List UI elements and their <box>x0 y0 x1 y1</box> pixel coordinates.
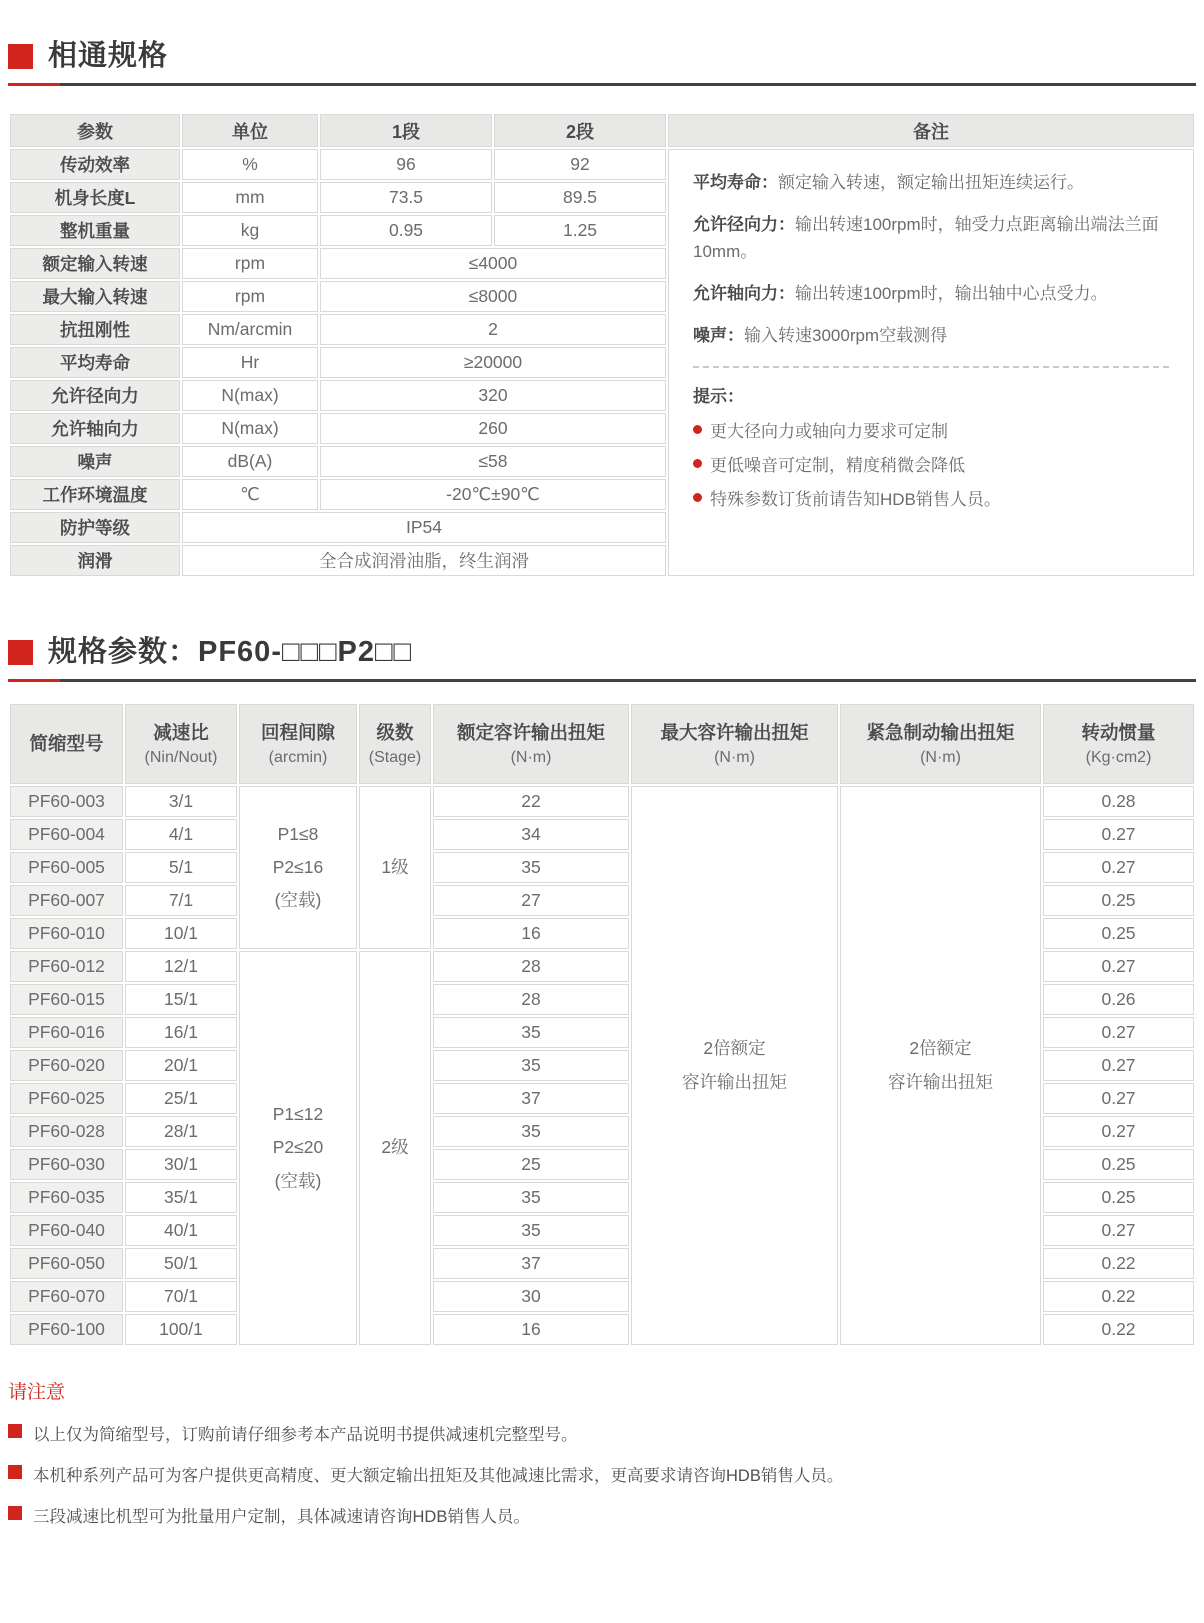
unit-cell: mm <box>182 182 318 213</box>
rated-torque-cell: 37 <box>433 1248 629 1279</box>
ratio-cell: 3/1 <box>125 786 237 817</box>
column-header-stage: 级数 (Stage) <box>359 704 431 784</box>
rated-torque-cell: 37 <box>433 1083 629 1114</box>
remark-note-lead: 允许轴向力： <box>693 284 795 304</box>
parameter-label-cell: 传动效率 <box>10 149 180 180</box>
parameter-label-cell: 工作环境温度 <box>10 479 180 510</box>
stage1-value-cell: 0.95 <box>320 215 492 246</box>
section-title-text: 规格参数：PF60-□□□P2□□ <box>48 636 413 668</box>
red-square-bullet-icon <box>8 1424 22 1438</box>
rated-torque-cell: 35 <box>433 1182 629 1213</box>
inertia-cell: 0.25 <box>1043 1182 1194 1213</box>
common-spec-table <box>8 112 1196 578</box>
value-cell: ≤8000 <box>320 281 666 312</box>
stage2-value-cell: 1.25 <box>494 215 666 246</box>
value-cell: ≥20000 <box>320 347 666 378</box>
parameter-label-cell: 允许轴向力 <box>10 413 180 444</box>
notice-text: 本机种系列产品可为客户提供更高精度、更大额定输出扭矩及其他减速比需求，更高要求请咨询HDB销售人员。 <box>33 1467 844 1485</box>
ratio-cell: 15/1 <box>125 984 237 1015</box>
ratio-cell: 10/1 <box>125 918 237 949</box>
ratio-cell: 40/1 <box>125 1215 237 1246</box>
backlash-line: (空载) <box>274 1170 322 1191</box>
ratio-cell: 20/1 <box>125 1050 237 1081</box>
dashed-divider <box>693 366 1169 368</box>
unit-cell: rpm <box>182 281 318 312</box>
remark-note-lead: 噪声： <box>693 326 744 346</box>
stage1-value-cell: 73.5 <box>320 182 492 213</box>
model-cell: PF60-100 <box>10 1314 123 1345</box>
ratio-cell: 12/1 <box>125 951 237 982</box>
table-header-row <box>10 114 1194 147</box>
unit-cell: rpm <box>182 248 318 279</box>
notice-text: 三段减速比机型可为批量用户定制，具体减速请咨询HDB销售人员。 <box>33 1508 530 1526</box>
model-cell: PF60-040 <box>10 1215 123 1246</box>
inertia-cell: 0.27 <box>1043 1215 1194 1246</box>
value-cell: IP54 <box>182 512 666 543</box>
rated-torque-cell: 28 <box>433 951 629 982</box>
red-square-bullet-icon <box>8 1465 22 1479</box>
parameter-label-cell: 整机重量 <box>10 215 180 246</box>
model-cell: PF60-070 <box>10 1281 123 1312</box>
notice-list <box>8 1421 1196 1527</box>
column-header-stage1: 1段 <box>320 114 492 147</box>
parameter-label-cell: 额定输入转速 <box>10 248 180 279</box>
unit-cell: kg <box>182 215 318 246</box>
rated-torque-cell: 34 <box>433 819 629 850</box>
model-cell: PF60-030 <box>10 1149 123 1180</box>
unit-cell: dB(A) <box>182 446 318 477</box>
torque-note-line: 2倍额定 <box>909 1038 972 1059</box>
table-header-row <box>10 704 1194 784</box>
tips-title: 提示： <box>693 386 744 406</box>
rated-torque-cell: 35 <box>433 852 629 883</box>
backlash-line: P1≤8 <box>277 823 319 844</box>
column-header-backlash: 回程间隙 (arcmin) <box>239 704 357 784</box>
red-dot-icon <box>693 425 702 434</box>
value-cell: 260 <box>320 413 666 444</box>
remark-note: 噪声：输入转速3000rpm空载测得 <box>693 326 948 346</box>
rated-torque-cell: 35 <box>433 1116 629 1147</box>
inertia-cell: 0.28 <box>1043 786 1194 817</box>
model-cell: PF60-028 <box>10 1116 123 1147</box>
column-header-rated-torque: 额定容许输出扭矩 (N·m) <box>433 704 629 784</box>
rated-torque-cell: 28 <box>433 984 629 1015</box>
ratio-cell: 35/1 <box>125 1182 237 1213</box>
tip-item <box>693 485 1169 510</box>
unit-cell: Hr <box>182 347 318 378</box>
model-cell: PF60-015 <box>10 984 123 1015</box>
inertia-cell: 0.27 <box>1043 1116 1194 1147</box>
parameter-label-cell: 噪声 <box>10 446 180 477</box>
value-cell: -20℃±90℃ <box>320 479 666 510</box>
inertia-cell: 0.26 <box>1043 984 1194 1015</box>
red-square-bullet-icon <box>8 1506 22 1520</box>
remark-note: 允许径向力：输出转速100rpm时，轴受力点距离输出端法兰面10mm。 <box>693 215 1159 261</box>
table-row <box>10 149 1194 180</box>
model-cell: PF60-035 <box>10 1182 123 1213</box>
rated-torque-cell: 16 <box>433 918 629 949</box>
red-dot-icon <box>693 459 702 468</box>
rated-torque-cell: 30 <box>433 1281 629 1312</box>
model-cell: PF60-012 <box>10 951 123 982</box>
value-cell: ≤4000 <box>320 248 666 279</box>
backlash-line: (空载) <box>274 890 322 911</box>
tip-text: 更低噪音可定制，精度稍微会降低 <box>710 455 965 475</box>
model-spec-table-body <box>10 786 1194 1345</box>
ratio-cell: 70/1 <box>125 1281 237 1312</box>
backlash-line: P2≤20 <box>272 1137 324 1158</box>
rated-torque-cell: 35 <box>433 1017 629 1048</box>
ratio-cell: 30/1 <box>125 1149 237 1180</box>
column-header-unit: 单位 <box>182 114 318 147</box>
remark-note: 允许轴向力：输出转速100rpm时，输出轴中心点受力。 <box>693 284 1108 304</box>
inertia-cell: 0.22 <box>1043 1314 1194 1345</box>
unit-cell: N(max) <box>182 413 318 444</box>
ratio-cell: 28/1 <box>125 1116 237 1147</box>
model-cell: PF60-004 <box>10 819 123 850</box>
column-header-max-torque: 最大容许输出扭矩 (N·m) <box>631 704 838 784</box>
stage2-value-cell: 89.5 <box>494 182 666 213</box>
inertia-cell: 0.25 <box>1043 1149 1194 1180</box>
backlash-line: P1≤12 <box>272 1104 324 1125</box>
inertia-cell: 0.25 <box>1043 885 1194 916</box>
rated-torque-cell: 35 <box>433 1215 629 1246</box>
rated-torque-cell: 25 <box>433 1149 629 1180</box>
tip-text: 特殊参数订货前请告知HDB销售人员。 <box>710 489 1001 509</box>
notice-text: 以上仅为简缩型号，订购前请仔细参考本产品说明书提供减速机完整型号。 <box>33 1426 578 1444</box>
torque-note-line: 容许输出扭矩 <box>888 1071 993 1092</box>
red-square-icon <box>8 44 33 69</box>
table-row <box>10 786 1194 817</box>
backlash-cell <box>239 786 357 949</box>
rated-torque-cell: 16 <box>433 1314 629 1345</box>
red-dot-icon <box>693 493 702 502</box>
ratio-cell: 100/1 <box>125 1314 237 1345</box>
notice-item <box>8 1421 1196 1445</box>
section-title-common-specs <box>8 34 1196 86</box>
model-spec-table <box>8 702 1196 1347</box>
red-square-icon <box>8 640 33 665</box>
column-header-stage2: 2段 <box>494 114 666 147</box>
rated-torque-cell: 35 <box>433 1050 629 1081</box>
tip-text: 更大径向力或轴向力要求可定制 <box>710 421 948 441</box>
rated-torque-cell: 27 <box>433 885 629 916</box>
inertia-cell: 0.27 <box>1043 1083 1194 1114</box>
inertia-cell: 0.27 <box>1043 951 1194 982</box>
parameter-label-cell: 平均寿命 <box>10 347 180 378</box>
backlash-cell <box>239 951 357 1345</box>
section-title-model-specs <box>8 630 1196 682</box>
max-torque-cell <box>631 786 838 1345</box>
model-cell: PF60-010 <box>10 918 123 949</box>
value-cell: 320 <box>320 380 666 411</box>
value-cell: ≤58 <box>320 446 666 477</box>
brake-torque-cell <box>840 786 1041 1345</box>
column-header-ratio: 减速比 (Nin/Nout) <box>125 704 237 784</box>
rated-torque-cell: 22 <box>433 786 629 817</box>
notice-title: 请注意 <box>8 1382 66 1403</box>
section-title-text: 相通规格 <box>48 40 169 72</box>
remarks-cell <box>668 149 1194 576</box>
ratio-cell: 50/1 <box>125 1248 237 1279</box>
stage1-value-cell: 96 <box>320 149 492 180</box>
unit-cell: Nm/arcmin <box>182 314 318 345</box>
tip-item <box>693 451 1169 476</box>
value-cell: 2 <box>320 314 666 345</box>
model-cell: PF60-025 <box>10 1083 123 1114</box>
torque-note-line: 2倍额定 <box>703 1038 766 1059</box>
backlash-line: P2≤16 <box>272 856 324 877</box>
stage2-value-cell: 92 <box>494 149 666 180</box>
ratio-cell: 7/1 <box>125 885 237 916</box>
remark-note: 平均寿命：额定输入转速，额定输出扭矩连续运行。 <box>693 173 1084 192</box>
ratio-cell: 25/1 <box>125 1083 237 1114</box>
notice-item <box>8 1462 1196 1486</box>
parameter-label-cell: 防护等级 <box>10 512 180 543</box>
inertia-cell: 0.22 <box>1043 1281 1194 1312</box>
value-cell: 全合成润滑油脂，终生润滑 <box>182 545 666 576</box>
column-header-brake-torque: 紧急制动输出扭矩 (N·m) <box>840 704 1041 784</box>
inertia-cell: 0.25 <box>1043 918 1194 949</box>
unit-cell: N(max) <box>182 380 318 411</box>
model-cell: PF60-050 <box>10 1248 123 1279</box>
parameter-label-cell: 允许径向力 <box>10 380 180 411</box>
inertia-cell: 0.27 <box>1043 1017 1194 1048</box>
column-header-remarks: 备注 <box>668 114 1194 147</box>
parameter-label-cell: 机身长度L <box>10 182 180 213</box>
unit-cell: ℃ <box>182 479 318 510</box>
stage-cell: 1级 <box>359 786 431 949</box>
inertia-cell: 0.27 <box>1043 1050 1194 1081</box>
remark-note-lead: 允许径向力： <box>693 215 795 235</box>
column-header-model: 简缩型号 <box>10 704 123 784</box>
ratio-cell: 16/1 <box>125 1017 237 1048</box>
ratio-cell: 4/1 <box>125 819 237 850</box>
model-cell: PF60-016 <box>10 1017 123 1048</box>
model-cell: PF60-005 <box>10 852 123 883</box>
column-header-parameter: 参数 <box>10 114 180 147</box>
parameter-label-cell: 润滑 <box>10 545 180 576</box>
notice-item <box>8 1503 1196 1527</box>
model-cell: PF60-003 <box>10 786 123 817</box>
tip-item <box>693 417 1169 442</box>
model-cell: PF60-020 <box>10 1050 123 1081</box>
column-header-inertia: 转动惯量 (Kg·cm2) <box>1043 704 1194 784</box>
inertia-cell: 0.27 <box>1043 819 1194 850</box>
common-spec-table-body <box>10 149 1194 576</box>
parameter-label-cell: 抗扭刚性 <box>10 314 180 345</box>
parameter-label-cell: 最大输入转速 <box>10 281 180 312</box>
inertia-cell: 0.27 <box>1043 852 1194 883</box>
unit-cell: % <box>182 149 318 180</box>
ratio-cell: 5/1 <box>125 852 237 883</box>
model-cell: PF60-007 <box>10 885 123 916</box>
stage-cell: 2级 <box>359 951 431 1345</box>
remark-note-lead: 平均寿命： <box>693 173 778 192</box>
torque-note-line: 容许输出扭矩 <box>682 1071 787 1092</box>
inertia-cell: 0.22 <box>1043 1248 1194 1279</box>
